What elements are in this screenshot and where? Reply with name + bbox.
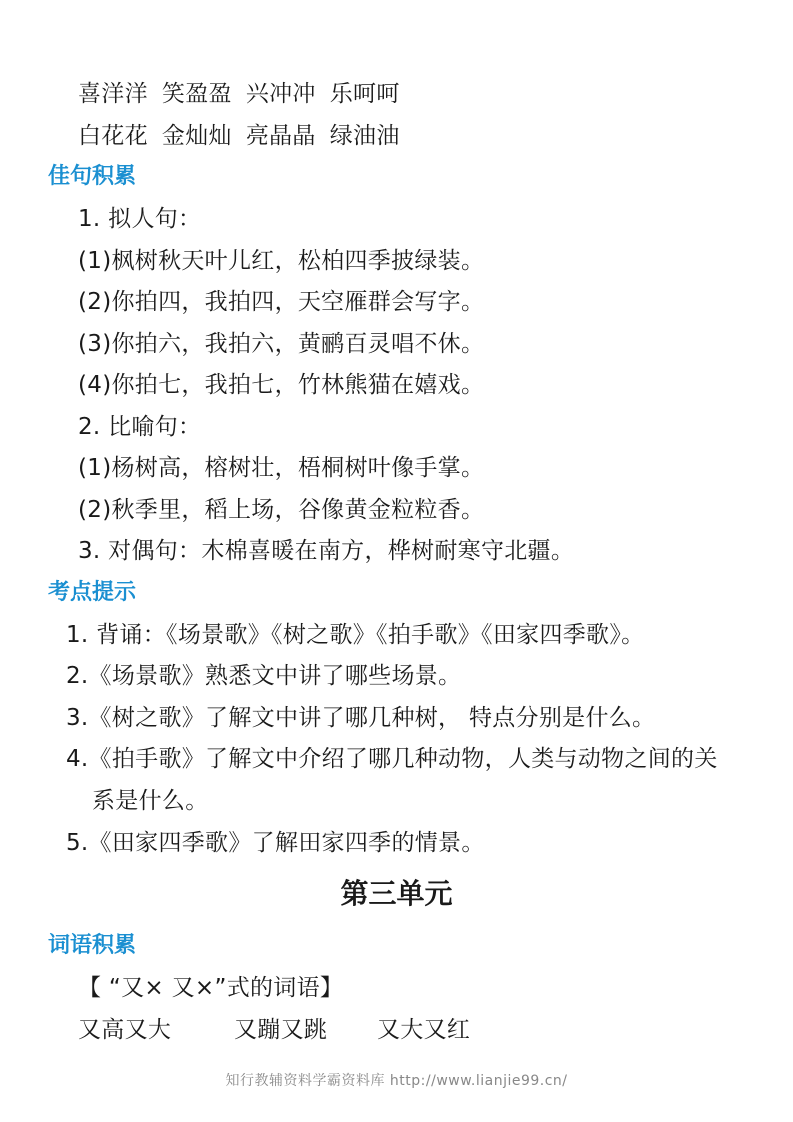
tip-item: 3.《树之歌》了解文中讲了哪几种树， 特点分别是什么。 <box>66 705 656 731</box>
word: 喜洋洋 <box>78 81 148 107</box>
word: 亮晶晶 <box>245 123 316 149</box>
sentence-item: (2)秋季里，稻上场，谷像黄金粒粒香。 <box>78 497 485 523</box>
sentence-item: (3)你拍六，我拍六，黄鹂百灵唱不休。 <box>78 331 485 357</box>
page-footer: 知行教辅资料学霸资料库 http://www.lianjie99.cn/ <box>225 1073 568 1089</box>
sentence-item: (4)你拍七，我拍七，竹林熊猫在嬉戏。 <box>78 372 485 398</box>
word-row-1 <box>78 78 414 110</box>
sentence-item: (2)你拍四，我拍四，天空雁群会写字。 <box>78 289 485 315</box>
word-example-row <box>78 1014 470 1046</box>
word: 笑盈盈 <box>161 81 232 107</box>
word-example: 又蹦又跳 <box>234 1017 328 1043</box>
tip-item: 2.《场景歌》熟悉文中讲了哪些场景。 <box>66 663 462 689</box>
word: 乐呵呵 <box>329 81 400 107</box>
word: 金灿灿 <box>161 123 232 149</box>
word: 绿油油 <box>329 123 400 149</box>
sentence-item: (1)枫树秋天叶儿红，松柏四季披绿装。 <box>78 248 485 274</box>
sentence-item: 2. 比喻句： <box>78 414 202 440</box>
word-row-2 <box>78 120 414 152</box>
tip-item: 4.《拍手歌》了解文中介绍了哪几种动物，人类与动物之间的关 <box>66 746 718 772</box>
section-heading-sentences: 佳句积累 <box>48 164 137 189</box>
words-subheading: 【 “又× 又×”式的词语】 <box>78 975 344 1001</box>
tip-item: 1. 背诵：《场景歌》《树之歌》《拍手歌》《田家四季歌》。 <box>66 622 645 648</box>
tip-item: 5.《田家四季歌》了解田家四季的情景。 <box>66 830 485 856</box>
sentence-item: 1. 拟人句： <box>78 206 202 232</box>
sentence-item: (1)杨树高，榕树壮，梧桐树叶像手掌。 <box>78 455 485 481</box>
sentence-item: 3. 对偶句：木棉喜暖在南方，桦树耐寒守北疆。 <box>78 538 575 564</box>
word: 白花花 <box>78 123 148 149</box>
tip-item-continuation: 系是什么。 <box>92 788 209 814</box>
unit-title: 第三单元 <box>340 877 453 910</box>
word: 兴冲冲 <box>245 81 316 107</box>
section-heading-words: 词语积累 <box>48 933 137 958</box>
word-example: 又大又红 <box>377 1017 471 1043</box>
word-example: 又高又大 <box>78 1017 172 1043</box>
section-heading-tips: 考点提示 <box>48 580 137 605</box>
